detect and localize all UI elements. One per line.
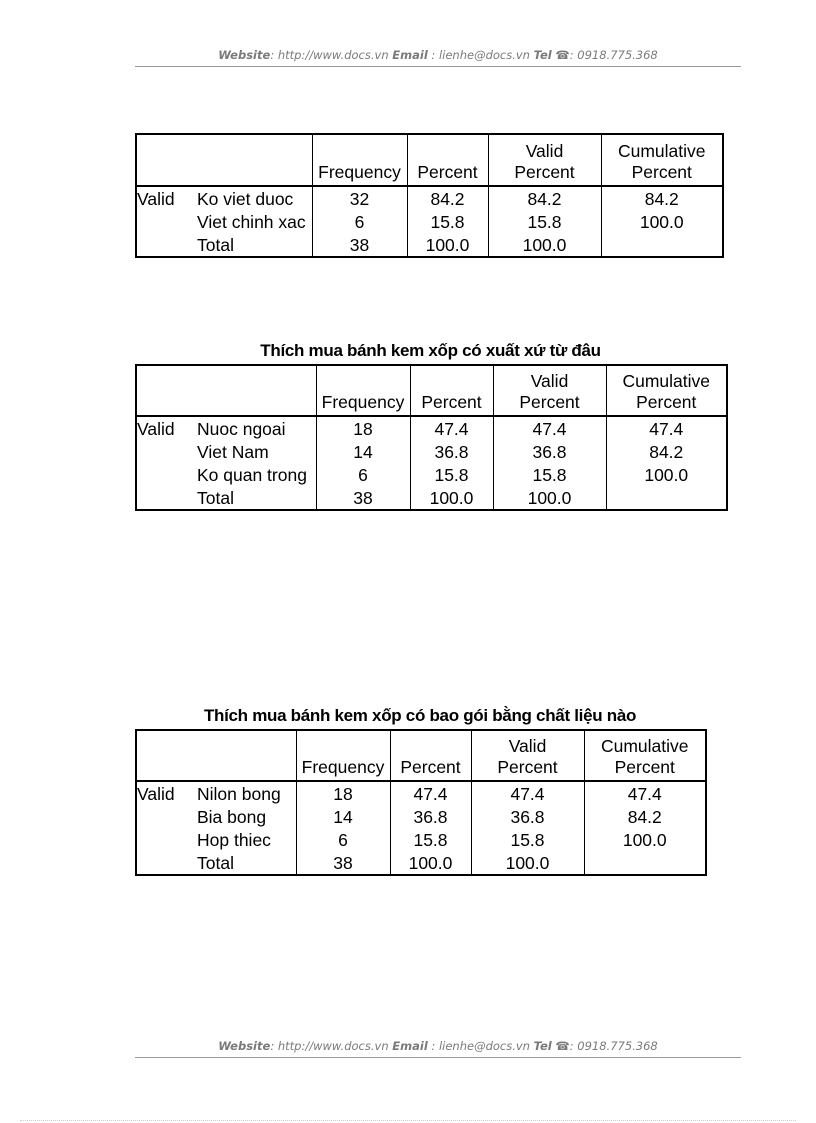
table-row: [136, 805, 706, 828]
col-valid-percent: [471, 730, 584, 781]
cell-valid-percent: 36.8: [493, 440, 606, 463]
col-percent: Percent: [407, 134, 488, 186]
col-cumulative-line1: Cumulative: [622, 371, 711, 391]
col-valid-percent: [488, 134, 601, 186]
cell-cumulative-percent: 100.0: [584, 828, 706, 851]
header-email-label: Email: [392, 48, 428, 62]
row-label: Viet Nam: [197, 442, 269, 462]
footer-website-label: Website: [218, 1039, 271, 1053]
cell-valid-percent: 100.0: [493, 486, 606, 510]
cell-cumulative-percent: 100.0: [601, 210, 723, 233]
cell-cumulative-percent: 84.2: [606, 440, 727, 463]
cell-cumulative-percent: 84.2: [584, 805, 706, 828]
footer-website-link[interactable]: http://www.docs.vn: [277, 1039, 389, 1053]
cell-frequency: 6: [316, 463, 410, 486]
frequency-table-3: [135, 729, 707, 876]
row-label: Total: [197, 488, 234, 508]
col-percent: Percent: [410, 365, 493, 416]
header-tel-value: 0918.775.368: [577, 48, 658, 62]
table-header-row: [136, 730, 706, 781]
cell-percent: 100.0: [410, 486, 493, 510]
col-cumulative-line2: Percent: [614, 757, 675, 777]
footer-website-separator: :: [270, 1039, 278, 1053]
cell-valid-percent: 100.0: [471, 851, 584, 875]
header-email-link[interactable]: lienhe@docs.vn: [438, 48, 530, 62]
row-label: Hop thiec: [197, 830, 271, 850]
cell-valid-percent: 84.2: [488, 186, 601, 210]
row-label: Ko viet duoc: [197, 189, 294, 209]
table-row: [136, 210, 723, 233]
cell-valid-percent: 15.8: [471, 828, 584, 851]
cell-valid-percent: 36.8: [471, 805, 584, 828]
col-percent: Percent: [390, 730, 471, 781]
cell-percent: 36.8: [410, 440, 493, 463]
cell-percent: 47.4: [390, 781, 471, 805]
page-footer: [135, 1039, 741, 1053]
footer-divider: [135, 1057, 741, 1058]
col-cumulative-line1: Cumulative: [617, 141, 706, 161]
col-frequency: Frequency: [296, 730, 390, 781]
page-header: [135, 48, 741, 62]
cell-cumulative-percent: [601, 233, 723, 257]
table-corner-cell: [194, 730, 296, 781]
frequency-table-1: [135, 133, 724, 258]
col-valid-percent: [493, 365, 606, 416]
header-website-label: Website: [218, 48, 271, 62]
row-label: Total: [197, 235, 234, 255]
table-row: [136, 781, 706, 805]
cell-frequency: 6: [312, 210, 407, 233]
table-row: [136, 851, 706, 875]
phone-icon: ☎: [555, 1039, 570, 1053]
cell-percent: 15.8: [407, 210, 488, 233]
cell-percent: 15.8: [410, 463, 493, 486]
col-cumulative-line1: Cumulative: [600, 736, 689, 756]
row-label: Nuoc ngoai: [197, 419, 286, 439]
phone-icon: ☎: [555, 48, 570, 62]
cell-percent: 100.0: [407, 233, 488, 257]
table-corner-cell: [194, 365, 316, 416]
footer-email-label: Email: [392, 1039, 428, 1053]
table-3-title: Thích mua bánh kem xốp có bao gói bằng chất liệu nào: [203, 706, 637, 725]
col-cumulative-line2: Percent: [636, 392, 697, 412]
footer-email-separator: :: [427, 1039, 439, 1053]
page-bottom-edge: [20, 1120, 796, 1121]
footer-tel-value: 0918.775.368: [577, 1039, 658, 1053]
col-valid-percent-line2: Percent: [514, 162, 575, 182]
cell-percent: 15.8: [390, 828, 471, 851]
col-valid-percent-line1: Valid: [508, 736, 547, 756]
table-header-row: [136, 134, 723, 186]
cell-frequency: 32: [312, 186, 407, 210]
cell-cumulative-percent: 100.0: [606, 463, 727, 486]
footer-tel-label: Tel: [533, 1039, 552, 1053]
table-corner-cell: [194, 134, 312, 186]
cell-frequency: 14: [316, 440, 410, 463]
footer-email-link[interactable]: lienhe@docs.vn: [438, 1039, 530, 1053]
cell-cumulative-percent: [606, 486, 727, 510]
table-row: [136, 463, 727, 486]
cell-valid-percent: 100.0: [488, 233, 601, 257]
row-group-label: Valid: [137, 189, 175, 209]
cell-percent: 84.2: [407, 186, 488, 210]
table-2-title: Thích mua bánh kem xốp có xuất xứ từ đâu: [260, 341, 601, 360]
cell-valid-percent: 47.4: [471, 781, 584, 805]
cell-cumulative-percent: 47.4: [584, 781, 706, 805]
cell-percent: 47.4: [410, 416, 493, 440]
cell-cumulative-percent: 84.2: [601, 186, 723, 210]
cell-frequency: 14: [296, 805, 390, 828]
table-row: [136, 416, 727, 440]
cell-frequency: 18: [316, 416, 410, 440]
col-frequency: Frequency: [312, 134, 407, 186]
row-group-label: Valid: [137, 784, 175, 804]
header-email-separator: :: [427, 48, 439, 62]
header-tel-label: Tel: [533, 48, 552, 62]
frequency-table-2: [135, 364, 728, 511]
cell-valid-percent: 47.4: [493, 416, 606, 440]
table-row: [136, 186, 723, 210]
cell-frequency: 18: [296, 781, 390, 805]
table-corner-cell: [136, 730, 194, 781]
table-row: [136, 486, 727, 510]
row-label: Total: [197, 853, 234, 873]
header-website-link[interactable]: http://www.docs.vn: [277, 48, 389, 62]
table-header-row: [136, 365, 727, 416]
footer-tel-separator: :: [569, 1039, 578, 1053]
cell-cumulative-percent: 47.4: [606, 416, 727, 440]
cell-cumulative-percent: [584, 851, 706, 875]
cell-percent: 100.0: [390, 851, 471, 875]
col-frequency: Frequency: [316, 365, 410, 416]
row-label: Nilon bong: [197, 784, 281, 804]
row-label: Viet chinh xac: [197, 212, 306, 232]
cell-frequency: 6: [296, 828, 390, 851]
row-label: Ko quan trong: [197, 465, 307, 485]
table-row: [136, 440, 727, 463]
col-valid-percent-line2: Percent: [497, 757, 558, 777]
header-tel-separator: :: [569, 48, 578, 62]
col-cumulative-line2: Percent: [631, 162, 692, 182]
cell-percent: 36.8: [390, 805, 471, 828]
cell-frequency: 38: [296, 851, 390, 875]
row-group-label: Valid: [137, 419, 175, 439]
cell-valid-percent: 15.8: [488, 210, 601, 233]
col-cumulative-percent: [606, 365, 727, 416]
col-cumulative-percent: [601, 134, 723, 186]
cell-valid-percent: 15.8: [493, 463, 606, 486]
cell-frequency: 38: [316, 486, 410, 510]
table-corner-cell: [136, 134, 194, 186]
row-label: Bia bong: [197, 807, 267, 827]
col-valid-percent-line1: Valid: [530, 371, 569, 391]
table-row: [136, 233, 723, 257]
header-divider: [135, 66, 741, 67]
col-valid-percent-line2: Percent: [519, 392, 580, 412]
cell-frequency: 38: [312, 233, 407, 257]
col-valid-percent-line1: Valid: [525, 141, 564, 161]
col-cumulative-percent: [584, 730, 706, 781]
table-corner-cell: [136, 365, 194, 416]
header-website-separator: :: [270, 48, 278, 62]
table-row: [136, 828, 706, 851]
